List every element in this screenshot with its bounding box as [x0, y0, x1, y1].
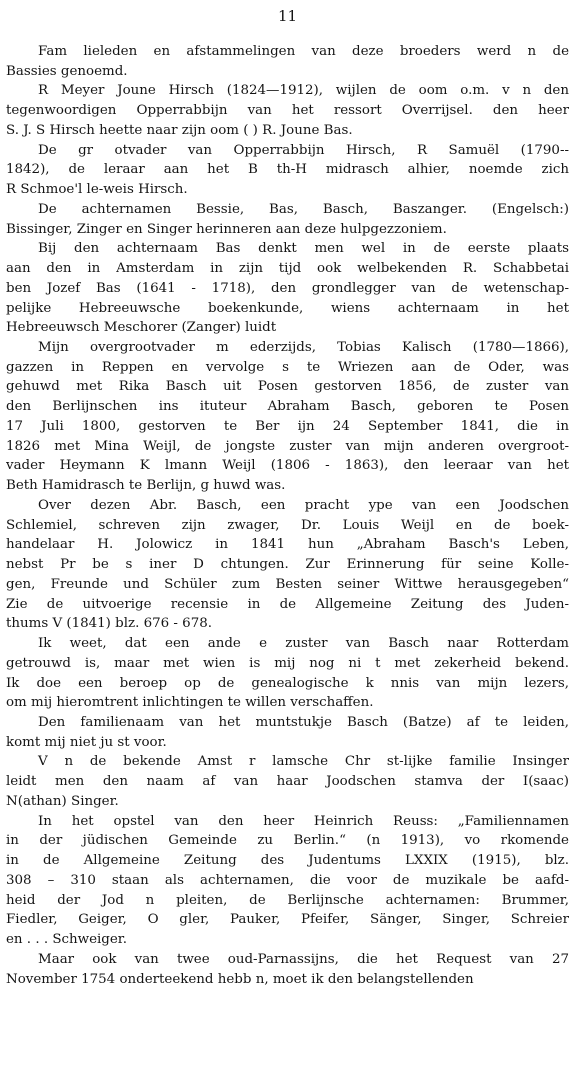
- text-line: 308 – 310 staan als achternamen, die voor de muzikale be aafd-: [6, 872, 569, 888]
- text-line: in der jüdischen Gemeinde zu Berlin.“ (n 1913), vo rkomende: [6, 833, 569, 849]
- paragraph: [6, 950, 569, 989]
- paragraph: [6, 496, 569, 634]
- paragraph: [6, 81, 569, 140]
- text-line: 1842), de leraar aan het B th-H midrasch alhier, noemde zich: [6, 162, 569, 178]
- text-line: nebst Pr be s iner D chtungen. Zur Erinnerung für seine Kolle-: [6, 557, 569, 573]
- text-line: R Meyer Joune Hirsch (1824—1912), wijlen de oom o.m. v n den: [38, 83, 569, 99]
- page-number: 11: [277, 7, 298, 25]
- text-line: leidt men den naam af van haar Joodschen stamva der I(saac): [6, 774, 569, 790]
- paragraph: [6, 141, 569, 200]
- text-line: Den familienaam van het muntstukje Basch (Batze) af te leiden,: [38, 714, 569, 730]
- text-line: handelaar H. Jolowicz in 1841 hun „Abraham Basch's Leben,: [6, 537, 569, 553]
- text-line: S. J. S Hirsch heette naar zijn oom ( ) R. Joune Bas.: [6, 122, 353, 138]
- text-line: gehuwd met Rika Basch uit Posen gestorven 1856, de zuster van: [6, 379, 569, 395]
- paragraph: [6, 42, 569, 81]
- text-line: komt mij niet ju st voor.: [6, 734, 167, 750]
- paragraph: [6, 812, 569, 950]
- paragraph: [6, 200, 569, 239]
- text-line: De gr otvader van Opperrabbijn Hirsch, R Samuël (1790--: [38, 142, 569, 158]
- text-line: De achternamen Bessie, Bas, Basch, Baszanger. (Engelsch:): [38, 201, 569, 217]
- text-line: getrouwd is, maar met wien is mij nog ni t met zekerheid bekend.: [6, 655, 569, 671]
- body-text: [6, 42, 569, 989]
- text-line: thums V (1841) blz. 676 - 678.: [6, 616, 212, 632]
- text-line: heid der Jod n pleiten, de Berlijnsche achternamen: Brummer,: [6, 892, 569, 908]
- text-line: gen, Freunde und Schüler zum Besten seiner Wittwe herausgegeben“: [6, 576, 569, 592]
- text-line: Over dezen Abr. Basch, een pracht ype van een Joodschen: [38, 497, 569, 513]
- text-line: tegenwoordigen Opperrabbijn van het ressort Overrijsel. den heer: [6, 103, 569, 119]
- text-line: aan den in Amsterdam in zijn tijd ook welbekenden R. Schabbetai: [6, 261, 569, 277]
- text-line: R Schmoe'l le-weis Hirsch.: [6, 182, 188, 198]
- paragraph: [6, 634, 569, 713]
- text-line: November 1754 onderteekend hebb n, moet ik den belangstellenden: [6, 971, 474, 987]
- text-line: Hebreeuwsch Meschorer (Zanger) luidt: [6, 320, 277, 336]
- text-line: Bissinger, Zinger en Singer herinneren aan deze hulpgezzoniem.: [6, 221, 447, 237]
- text-line: Zie de uitvoerige recensie in de Allgemeine Zeitung des Juden-: [6, 596, 569, 612]
- text-line: Fiedler, Geiger, O gler, Pauker, Pfeifer, Sänger, Singer, Schreier: [6, 912, 569, 928]
- text-line: ben Jozef Bas (1641 - 1718), den grondlegger van de wetenschap-: [6, 280, 569, 296]
- text-line: om mij hieromtrent inlichtingen te willen verschaffen.: [6, 695, 374, 711]
- text-line: V n de bekende Amst r lamsche Chr st-lijke familie Insinger: [38, 754, 569, 770]
- text-line: 1826 met Mina Weijl, de jongste zuster van mijn anderen overgroot-: [6, 438, 569, 454]
- text-line: vader Heymann K lmann Weijl (1806 - 1863), den leeraar van het: [6, 458, 569, 474]
- paragraph: [6, 239, 569, 338]
- text-line: Ik doe een beroep op de genealogische k nnis van mijn lezers,: [6, 675, 569, 691]
- paragraph: [6, 713, 569, 752]
- text-line: 17 Juli 1800, gestorven te Ber ijn 24 September 1841, die in: [6, 418, 569, 434]
- text-line: Bij den achternaam Bas denkt men wel in de eerste plaats: [38, 241, 569, 257]
- text-line: Mijn overgrootvader m ederzijds, Tobias Kalisch (1780—1866),: [38, 340, 569, 356]
- text-line: en . . . Schweiger.: [6, 932, 127, 948]
- text-line: gazzen in Reppen en vervolge s te Wriezen aan de Oder, was: [6, 359, 569, 375]
- paragraph: [6, 338, 569, 496]
- text-line: Maar ook van twee oud-Parnassijns, die het Request van 27: [38, 951, 569, 967]
- text-line: Fam lieleden en afstammelingen van deze broeders werd n de: [38, 44, 569, 59]
- paragraph: [6, 752, 569, 811]
- text-line: Ik weet, dat een ande e zuster van Basch naar Rotterdam: [38, 636, 569, 652]
- text-line: Schlemiel, schreven zijn zwager, Dr. Louis Weijl en de boek-: [6, 517, 569, 533]
- text-line: Beth Hamidrasch te Berlijn, g huwd was.: [6, 478, 286, 494]
- text-line: N(athan) Singer.: [6, 793, 119, 809]
- text-line: den Berlijnschen ins ituteur Abraham Basch, geboren te Posen: [6, 399, 569, 415]
- text-line: in de Allgemeine Zeitung des Judentums LXXIX (1915), blz.: [6, 853, 569, 869]
- text-line: pelijke Hebreeuwsche boekenkunde, wiens achternaam in het: [6, 300, 569, 316]
- text-line: Bassies genoemd.: [6, 63, 128, 79]
- text-line: In het opstel van den heer Heinrich Reuss: „Familiennamen: [38, 813, 569, 829]
